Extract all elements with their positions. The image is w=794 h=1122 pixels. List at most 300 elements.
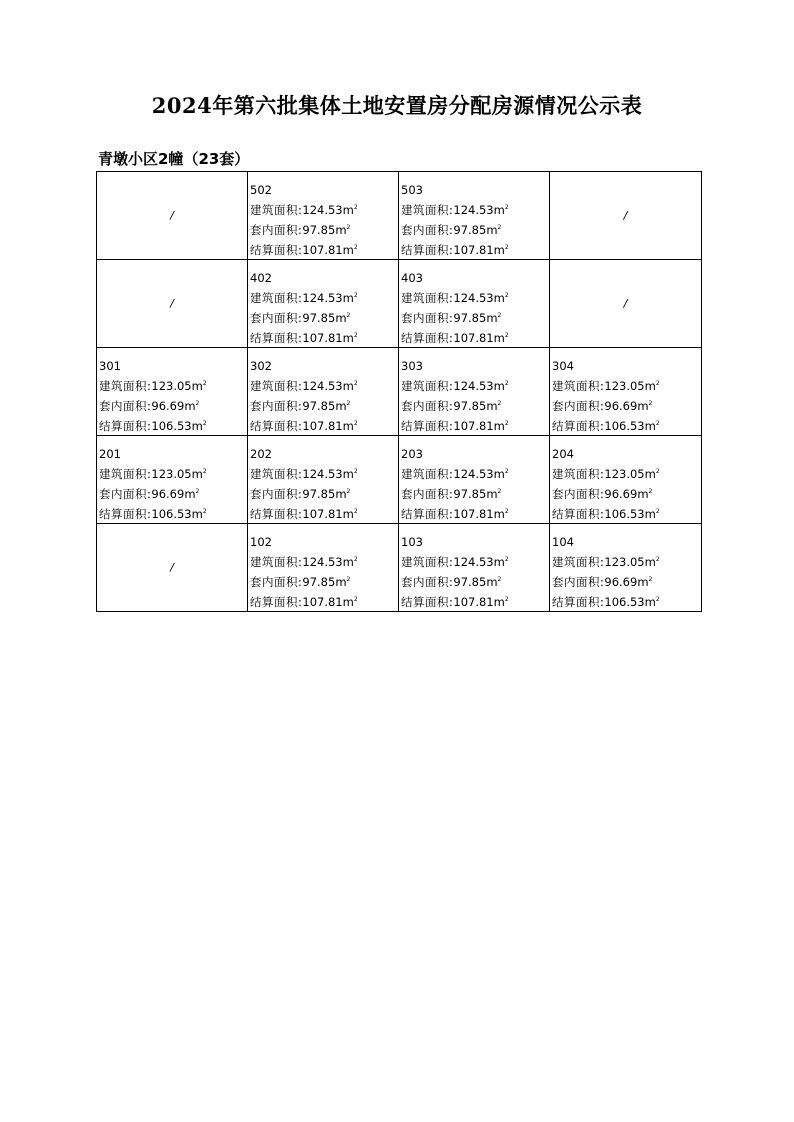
- unit-info: [552, 348, 701, 435]
- area-unit-exponent: 2: [353, 596, 358, 603]
- area-unit: [645, 555, 660, 569]
- build-area-value: 123.05: [604, 555, 645, 569]
- inner-area-value: 97.85: [302, 487, 336, 501]
- section-subtitle: 青墩小区2幢（23套）: [98, 150, 250, 168]
- area-unit-exponent: 2: [346, 400, 351, 407]
- area-unit-exponent: 2: [504, 292, 509, 299]
- area-unit: [645, 379, 660, 393]
- build-area-line: [401, 463, 549, 483]
- area-unit-exponent: 2: [504, 556, 509, 563]
- inner-area-value: 97.85: [453, 487, 487, 501]
- settle-area-label: 结算面积:: [250, 331, 303, 345]
- area-unit-exponent: 2: [504, 420, 509, 427]
- area-unit: [343, 291, 358, 305]
- settle-area-line: [250, 415, 398, 435]
- inner-area-line: [250, 219, 398, 239]
- settle-area-value: 106.53: [151, 507, 192, 521]
- build-area-value: 124.53: [302, 467, 343, 481]
- room-number: 304: [552, 359, 574, 373]
- unit-info: [99, 348, 247, 435]
- inner-area-label: 套内面积:: [552, 399, 605, 413]
- area-unit-base: m: [191, 419, 203, 433]
- area-unit: [343, 331, 358, 345]
- area-unit-base: m: [335, 487, 347, 501]
- area-unit: [494, 507, 509, 521]
- area-unit-exponent: 2: [195, 488, 200, 495]
- build-area-label: 建筑面积:: [250, 467, 303, 481]
- area-unit: [192, 379, 207, 393]
- room-number: 203: [401, 447, 423, 461]
- settle-area-value: 107.81: [453, 331, 494, 345]
- settle-area-label: 结算面积:: [401, 507, 454, 521]
- unit-info: [250, 172, 398, 259]
- area-unit: [645, 507, 660, 521]
- area-unit-exponent: 2: [655, 380, 660, 387]
- area-unit-base: m: [493, 203, 505, 217]
- settle-area-label: 结算面积:: [552, 419, 605, 433]
- table-cell-unit: [248, 260, 399, 348]
- build-area-label: 建筑面积:: [99, 379, 152, 393]
- area-unit: [494, 467, 509, 481]
- area-unit-base: m: [335, 311, 347, 325]
- inner-area-label: 套内面积:: [401, 223, 454, 237]
- inner-area-line: [401, 219, 549, 239]
- area-unit-base: m: [493, 419, 505, 433]
- area-unit-base: m: [644, 467, 656, 481]
- build-area-value: 124.53: [302, 203, 343, 217]
- table-cell-unit: [550, 348, 702, 436]
- area-unit-exponent: 2: [497, 400, 502, 407]
- settle-area-line: [99, 415, 247, 435]
- build-area-line: [250, 463, 398, 483]
- area-unit-exponent: 2: [202, 380, 207, 387]
- area-unit-exponent: 2: [497, 488, 502, 495]
- settle-area-value: 106.53: [151, 419, 192, 433]
- build-area-value: 123.05: [151, 467, 192, 481]
- build-area-label: 建筑面积:: [99, 467, 152, 481]
- room-number: 503: [401, 183, 423, 197]
- inner-area-value: 96.69: [604, 399, 638, 413]
- table-row: [97, 260, 702, 348]
- area-unit: [494, 555, 509, 569]
- build-area-label: 建筑面积:: [250, 291, 303, 305]
- area-unit-exponent: 2: [497, 312, 502, 319]
- area-unit: [494, 243, 509, 257]
- area-unit-exponent: 2: [353, 556, 358, 563]
- area-unit-base: m: [342, 419, 354, 433]
- table-cell-unit: [399, 436, 550, 524]
- area-unit: [335, 223, 350, 237]
- area-unit-base: m: [342, 243, 354, 257]
- area-unit: [486, 223, 501, 237]
- area-unit-exponent: 2: [202, 508, 207, 515]
- inner-area-value: 96.69: [151, 399, 185, 413]
- area-unit-base: m: [637, 575, 649, 589]
- room-number: 302: [250, 359, 272, 373]
- area-unit-base: m: [184, 487, 196, 501]
- empty-mark: /: [623, 297, 628, 310]
- table-cell-unit: [248, 524, 399, 612]
- settle-area-line: [99, 503, 247, 523]
- area-unit-exponent: 2: [504, 508, 509, 515]
- area-unit-base: m: [191, 467, 203, 481]
- settle-area-value: 107.81: [302, 243, 343, 257]
- room-number: 403: [401, 271, 423, 285]
- unit-info: [401, 436, 549, 523]
- area-unit-base: m: [342, 595, 354, 609]
- inner-area-line: [401, 483, 549, 503]
- area-unit-base: m: [644, 595, 656, 609]
- inner-area-line: [552, 395, 701, 415]
- settle-area-value: 107.81: [302, 507, 343, 521]
- inner-area-line: [552, 483, 701, 503]
- housing-allocation-table: [96, 171, 702, 612]
- build-area-line: [99, 463, 247, 483]
- area-unit-base: m: [342, 203, 354, 217]
- area-unit-exponent: 2: [353, 468, 358, 475]
- inner-area-value: 97.85: [302, 399, 336, 413]
- inner-area-label: 套内面积:: [250, 311, 303, 325]
- area-unit-exponent: 2: [202, 420, 207, 427]
- area-unit-exponent: 2: [655, 420, 660, 427]
- inner-area-line: [401, 307, 549, 327]
- build-area-label: 建筑面积:: [552, 555, 605, 569]
- build-area-line: [552, 551, 701, 571]
- area-unit: [637, 575, 652, 589]
- build-area-line: [401, 375, 549, 395]
- table-cell-empty: [97, 260, 248, 348]
- area-unit-exponent: 2: [346, 312, 351, 319]
- area-unit-exponent: 2: [353, 292, 358, 299]
- empty-mark: /: [170, 297, 174, 310]
- inner-area-line: [99, 483, 247, 503]
- build-area-value: 123.05: [151, 379, 192, 393]
- area-unit-base: m: [644, 379, 656, 393]
- build-area-label: 建筑面积:: [552, 467, 605, 481]
- area-unit: [645, 595, 660, 609]
- table-cell-empty: [550, 260, 702, 348]
- table-row: [97, 436, 702, 524]
- build-area-label: 建筑面积:: [401, 555, 454, 569]
- unit-info: [250, 524, 398, 611]
- inner-area-line: [99, 395, 247, 415]
- area-unit-base: m: [637, 487, 649, 501]
- build-area-label: 建筑面积:: [552, 379, 605, 393]
- area-unit: [343, 467, 358, 481]
- area-unit: [343, 203, 358, 217]
- unit-info: [401, 172, 549, 259]
- inner-area-value: 96.69: [151, 487, 185, 501]
- area-unit-base: m: [493, 379, 505, 393]
- area-unit-exponent: 2: [346, 224, 351, 231]
- build-area-line: [552, 375, 701, 395]
- inner-area-line: [250, 571, 398, 591]
- area-unit: [486, 487, 501, 501]
- area-unit-base: m: [644, 555, 656, 569]
- area-unit: [637, 487, 652, 501]
- table-cell-unit: [97, 436, 248, 524]
- area-unit-exponent: 2: [353, 244, 358, 251]
- build-area-line: [401, 199, 549, 219]
- area-unit: [335, 399, 350, 413]
- table-row: [97, 172, 702, 260]
- settle-area-value: 107.81: [453, 595, 494, 609]
- inner-area-line: [401, 571, 549, 591]
- build-area-value: 124.53: [453, 379, 494, 393]
- area-unit-exponent: 2: [353, 332, 358, 339]
- area-unit-exponent: 2: [353, 380, 358, 387]
- room-number: 102: [250, 535, 272, 549]
- room-number: 103: [401, 535, 423, 549]
- build-area-label: 建筑面积:: [401, 203, 454, 217]
- build-area-label: 建筑面积:: [401, 291, 454, 305]
- area-unit-exponent: 2: [346, 488, 351, 495]
- inner-area-line: [250, 307, 398, 327]
- area-unit-exponent: 2: [202, 468, 207, 475]
- area-unit: [343, 555, 358, 569]
- settle-area-line: [250, 591, 398, 611]
- room-number: 201: [99, 447, 121, 461]
- empty-mark: /: [170, 561, 174, 574]
- area-unit-base: m: [493, 507, 505, 521]
- unit-info: [401, 348, 549, 435]
- inner-area-line: [401, 395, 549, 415]
- inner-area-value: 97.85: [302, 223, 336, 237]
- area-unit-base: m: [637, 399, 649, 413]
- inner-area-value: 97.85: [302, 311, 336, 325]
- settle-area-line: [552, 591, 701, 611]
- inner-area-label: 套内面积:: [552, 575, 605, 589]
- inner-area-label: 套内面积:: [401, 311, 454, 325]
- settle-area-label: 结算面积:: [552, 507, 605, 521]
- settle-area-value: 107.81: [302, 595, 343, 609]
- area-unit-base: m: [184, 399, 196, 413]
- build-area-label: 建筑面积:: [250, 203, 303, 217]
- area-unit: [343, 379, 358, 393]
- area-unit-exponent: 2: [655, 596, 660, 603]
- settle-area-value: 107.81: [302, 419, 343, 433]
- table-row: [97, 524, 702, 612]
- area-unit-base: m: [335, 399, 347, 413]
- area-unit: [486, 399, 501, 413]
- build-area-label: 建筑面积:: [401, 467, 454, 481]
- area-unit-base: m: [493, 555, 505, 569]
- area-unit-base: m: [493, 291, 505, 305]
- area-unit-exponent: 2: [504, 468, 509, 475]
- area-unit-exponent: 2: [655, 508, 660, 515]
- inner-area-line: [250, 483, 398, 503]
- settle-area-value: 106.53: [604, 595, 645, 609]
- settle-area-line: [401, 327, 549, 347]
- area-unit: [486, 311, 501, 325]
- unit-info: [250, 260, 398, 347]
- area-unit-exponent: 2: [648, 488, 653, 495]
- area-unit: [494, 331, 509, 345]
- area-unit-base: m: [342, 555, 354, 569]
- build-area-value: 124.53: [453, 467, 494, 481]
- settle-area-value: 107.81: [453, 419, 494, 433]
- unit-info: [552, 436, 701, 523]
- area-unit: [192, 467, 207, 481]
- area-unit: [486, 575, 501, 589]
- room-number: 303: [401, 359, 423, 373]
- inner-area-value: 97.85: [453, 311, 487, 325]
- table-cell-unit: [399, 524, 550, 612]
- inner-area-label: 套内面积:: [250, 487, 303, 501]
- inner-area-label: 套内面积:: [250, 575, 303, 589]
- area-unit-base: m: [342, 507, 354, 521]
- build-area-value: 124.53: [453, 291, 494, 305]
- area-unit-base: m: [486, 311, 498, 325]
- inner-area-label: 套内面积:: [401, 487, 454, 501]
- room-number: 402: [250, 271, 272, 285]
- area-unit-exponent: 2: [655, 556, 660, 563]
- build-area-value: 123.05: [604, 467, 645, 481]
- settle-area-label: 结算面积:: [401, 419, 454, 433]
- build-area-label: 建筑面积:: [401, 379, 454, 393]
- area-unit-base: m: [486, 575, 498, 589]
- area-unit: [494, 419, 509, 433]
- unit-info: [401, 260, 549, 347]
- inner-area-label: 套内面积:: [401, 575, 454, 589]
- area-unit-base: m: [486, 399, 498, 413]
- build-area-label: 建筑面积:: [250, 555, 303, 569]
- build-area-value: 124.53: [302, 379, 343, 393]
- area-unit: [335, 311, 350, 325]
- area-unit-exponent: 2: [497, 224, 502, 231]
- settle-area-line: [552, 415, 701, 435]
- settle-area-label: 结算面积:: [99, 507, 152, 521]
- settle-area-value: 107.81: [453, 243, 494, 257]
- inner-area-value: 97.85: [453, 399, 487, 413]
- inner-area-value: 97.85: [453, 575, 487, 589]
- area-unit: [184, 487, 199, 501]
- table-cell-unit: [248, 172, 399, 260]
- table-row: [97, 348, 702, 436]
- inner-area-label: 套内面积:: [401, 399, 454, 413]
- room-number: 204: [552, 447, 574, 461]
- settle-area-label: 结算面积:: [401, 331, 454, 345]
- build-area-value: 124.53: [302, 555, 343, 569]
- table-cell-empty: [97, 524, 248, 612]
- table-cell-empty: [97, 172, 248, 260]
- unit-info: [401, 524, 549, 611]
- area-unit-base: m: [335, 575, 347, 589]
- area-unit: [192, 419, 207, 433]
- housing-allocation-table-body: [97, 172, 702, 612]
- inner-area-value: 96.69: [604, 575, 638, 589]
- area-unit-base: m: [644, 507, 656, 521]
- settle-area-line: [552, 503, 701, 523]
- page-title: 2024年第六批集体土地安置房分配房源情况公示表: [151, 93, 643, 118]
- build-area-line: [99, 375, 247, 395]
- area-unit-base: m: [493, 331, 505, 345]
- area-unit-exponent: 2: [353, 508, 358, 515]
- area-unit: [335, 487, 350, 501]
- unit-info: [552, 524, 701, 611]
- settle-area-label: 结算面积:: [401, 243, 454, 257]
- build-area-value: 124.53: [302, 291, 343, 305]
- area-unit: [645, 419, 660, 433]
- area-unit-exponent: 2: [195, 400, 200, 407]
- settle-area-label: 结算面积:: [250, 507, 303, 521]
- inner-area-value: 97.85: [302, 575, 336, 589]
- inner-area-line: [250, 395, 398, 415]
- unit-info: [250, 348, 398, 435]
- settle-area-line: [401, 239, 549, 259]
- build-area-value: 124.53: [453, 555, 494, 569]
- room-number: 502: [250, 183, 272, 197]
- inner-area-label: 套内面积:: [99, 399, 152, 413]
- area-unit: [494, 379, 509, 393]
- table-cell-empty: [550, 172, 702, 260]
- area-unit: [494, 595, 509, 609]
- inner-area-label: 套内面积:: [552, 487, 605, 501]
- table-cell-unit: [399, 172, 550, 260]
- area-unit-base: m: [493, 243, 505, 257]
- area-unit-base: m: [486, 223, 498, 237]
- inner-area-label: 套内面积:: [99, 487, 152, 501]
- area-unit-base: m: [493, 595, 505, 609]
- area-unit-base: m: [342, 379, 354, 393]
- inner-area-label: 套内面积:: [250, 399, 303, 413]
- build-area-line: [250, 375, 398, 395]
- area-unit-base: m: [342, 467, 354, 481]
- build-area-line: [552, 463, 701, 483]
- area-unit: [645, 467, 660, 481]
- settle-area-line: [401, 591, 549, 611]
- room-number: 202: [250, 447, 272, 461]
- settle-area-line: [250, 239, 398, 259]
- area-unit-exponent: 2: [504, 244, 509, 251]
- build-area-line: [250, 287, 398, 307]
- inner-area-value: 97.85: [453, 223, 487, 237]
- settle-area-value: 107.81: [453, 507, 494, 521]
- area-unit: [494, 203, 509, 217]
- inner-area-label: 套内面积:: [250, 223, 303, 237]
- table-cell-unit: [97, 348, 248, 436]
- build-area-line: [401, 551, 549, 571]
- area-unit: [343, 243, 358, 257]
- build-area-line: [250, 199, 398, 219]
- area-unit-exponent: 2: [353, 420, 358, 427]
- area-unit: [343, 419, 358, 433]
- area-unit-exponent: 2: [648, 576, 653, 583]
- area-unit-base: m: [191, 507, 203, 521]
- area-unit: [637, 399, 652, 413]
- area-unit-exponent: 2: [504, 596, 509, 603]
- settle-area-line: [401, 503, 549, 523]
- build-area-line: [401, 287, 549, 307]
- area-unit-exponent: 2: [504, 204, 509, 211]
- area-unit-exponent: 2: [648, 400, 653, 407]
- settle-area-label: 结算面积:: [401, 595, 454, 609]
- table-cell-unit: [248, 436, 399, 524]
- build-area-value: 124.53: [453, 203, 494, 217]
- area-unit: [184, 399, 199, 413]
- area-unit-base: m: [342, 291, 354, 305]
- table-cell-unit: [248, 348, 399, 436]
- settle-area-label: 结算面积:: [250, 419, 303, 433]
- table-cell-unit: [550, 524, 702, 612]
- table-cell-unit: [550, 436, 702, 524]
- area-unit: [494, 291, 509, 305]
- settle-area-label: 结算面积:: [250, 595, 303, 609]
- area-unit-base: m: [493, 467, 505, 481]
- area-unit-exponent: 2: [655, 468, 660, 475]
- area-unit-exponent: 2: [353, 204, 358, 211]
- area-unit-base: m: [342, 331, 354, 345]
